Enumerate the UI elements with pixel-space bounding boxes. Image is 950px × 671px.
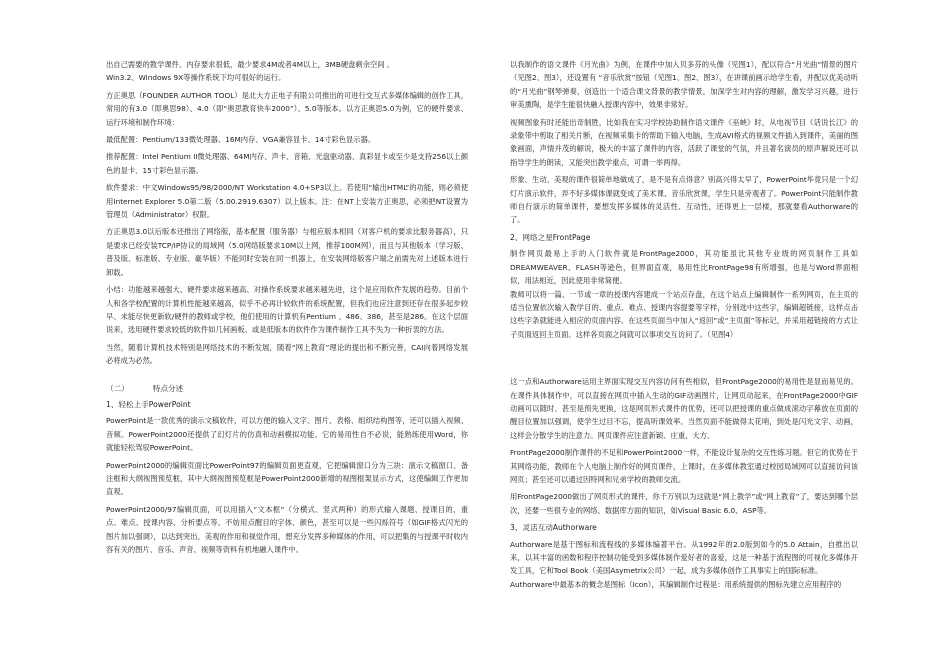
- paragraph: PowerPoint是一款优秀的演示文稿软件，可以方便的输入文字、图片、表格、组织结构图等，还可以插入视频、音频。PowerPoint2000还提供了幻灯片的仿真和动画模拟功能。它的易用性自不必说，能熟练使用Word，你就能轻松驾驭PowerPoint。: [106, 416, 468, 453]
- paragraph: 以我制作的语文课件《月光曲》为例，在课件中加入贝多芬的头像（见图1），配以符合“月光曲”情景的图片（见图2、图3），还设置有 “音乐欣赏”按钮（见图1、图2、图3），在讲课前画示给学生看，并配以优美动听的“月光曲”钢琴弹奏，创造出一个适合课文背景的教学情景，加深学生对内容的理解，激发学习兴趣，进行审美熏陶，是学生能很快融入授课内容中，效果非常好。: [510, 60, 858, 110]
- paragraph: 教师可以将一篇、一节或一章的授课内容建成一个站点存盘，在这个站点上编辑制作一系列网页，在主页的适当位置依次输入教学目的、重点、难点、授课内容提要等字样，分别选中这些字，编辑超链接，这样点击这些字条就能进入相应的页面内容。在这些页面当中加入“返回”或“主页面”等标记，并采用超链接的方式让子页面返回主页面。这样各页面之间就可以事项交互访问了。（见图4）: [510, 289, 858, 339]
- paragraph: 这一点和Authorware运用主界面实现交互内容访问有些相似，但FrontPage2000的易用性是显而易见的。在课件具体制作中，可以直接在网页中插入生动的GIF动画图片，让网页动起来，在FrontPage2000中GIF动画可以随时、甚至是预先更换，这是网页形式课件的优势，还可以把授课的重点做成滚动字幕放在页面的醒目位置加以强调，使学生过目不忘，提高听课效率。当然页面不能做得太花哨，到处是闪光文字、动画，这样会分散学生的注意力。网页课件应注意新颖、庄重、大方。: [510, 377, 858, 440]
- paragraph: 出自己需要的教学课件。内存要求很低，最少要求4M或者4M以上，3MB硬盘剩余空间 。: [106, 60, 395, 69]
- right-column: [510, 58, 858, 595]
- paragraph: 当然，随着计算机技术特别是网络技术的不断发展，随着“网上教育”理论的提出和不断完善，CAI向着网络发展必将成为必然。: [106, 342, 468, 366]
- section-number: （二）: [106, 383, 129, 393]
- subsection-heading: 2、网络之星FrontPage: [510, 232, 591, 242]
- paragraph: 方正奥思（FOUNDER AUTHOR TOOL）是北大方正电子有限公司推出的可进行交互式多媒体编辑的创作工具，常用的有3.0（即奥思98）、4.0（即“奥思教育快车2000”）、5.0等版本。以方正奥思5.0为例，它的硬件要求、运行环境和制作环境：: [106, 90, 468, 127]
- paragraph: 视频图象有时还能出奇制胜，比如我在实习学校协助制作语文课件《巫峡》时，从电视节目《话说长江》的录象带中剪取了相关片断，在视频采集卡的帮助下输入电脑，生成AVI格式的视频文件插入到课件，美丽的图象画面，声情并茂的解说，极大的丰富了课件的内容，活跃了课堂的气氛，并且著名演员的原声解说还可以指导学生的朗读，又能突出教学重点，可谓一举两得。: [510, 117, 858, 167]
- paragraph: PowerPoint2000/97编辑页面，可以用插入“文本框”（分横式、竖式两种）的形式输入课题、授课目的、重点、难点、授课内容、分析要点等。不妨用点醒目的字体、颜色，甚至可以是一些闪烁符号（如GIF格式闪光的图片加以强调），以达到突出、美观的作用和视觉作用，想充分发挥多种媒体的作用，可以把集的与授课平时收内容有关的图片、音乐、声音、视频等资料有机地融入课件中。: [106, 504, 468, 554]
- paragraph: 制作网页最易上手的入门软件就是FrontPage2000，其功能虽比其他专业级的网页制作工具如DREAMWEAVER、FLASH等逊色，但界面直观，易用性比FrontPage98有所增强，也是与Word界面相似，用法相近，因此使用非常简便。: [510, 249, 858, 286]
- paragraph: 用FrontPage2000做出了网页形式的课件，你千万别以为这就是“网上教学”或“网上教育”了，要达到哪个层次，还要一些很专业的网络、数据库方面的知识，如Visual Basic 6.0、ASP等。: [510, 492, 858, 515]
- subsection-heading: 3、灵活互动Authorware: [510, 523, 597, 533]
- paragraph: 形象、生动、美观的课件很简单地做成了，是不是有点得意？别高兴得太早了，PowerPoint毕竟只是一个幻灯片演示软件，弄不好多媒体课就变成了美术课、音乐欣赏课，学生只是旁观者了。PowerPoint只能制作教师自行演示的简单课件，要想发挥多媒体的灵活性、互动性，还得更上一层楼，那就要看Authorware的了。: [510, 175, 858, 225]
- paragraph: Authorware是基于图标和流程线的多媒体编著平台。从1992年的2.0版到如今的5.0 Attain，自推出以来，以其丰富的函数和程序控制功能受到多媒体制作爱好者的喜爱，这是一种基于流程图的可视化多媒体开发工具，它和Tool Book（美国Asymetrix公司）一起，成为多媒体创作工具事实上的国际标准。: [510, 539, 858, 576]
- paragraph: Authorware中最基本的概念是图标（Icon），其编辑制作过程是：用系统提供的图标先建立应用程序的: [510, 579, 842, 589]
- left-column: [106, 58, 468, 560]
- figure-space: [510, 345, 858, 375]
- section-heading: [106, 382, 468, 395]
- paragraph: 方正奥思3.0以后版本还推出了网络版，基本配置（服务器）与相应版本相同（对客户机的要求比服务器高），只是要求已经安装TCP/IP协议的局域网（5.0网络版要求10M以上网，推荐100M网），而且与其他版本（学习版、普及版、标准版、专业版、豪华版）不能同时安装在同一机器上，在安装网络版客户端之前需先对上述版本进行卸载。: [106, 227, 468, 277]
- subsection-heading: 1、轻松上手PowerPoint: [106, 399, 191, 409]
- paragraph: 推荐配置：Intel Pentium II微处理器、64M内存、声卡、音箱、光盘驱动器、真彩显卡或至少是支持256以上颜色的显卡、15寸彩色显示器。: [106, 152, 468, 175]
- section-title: 特点分述: [152, 383, 184, 393]
- paragraph: 最低配置：Pentium/133微处理器、16M内存、VGA兼容显卡、14寸彩色显示器。: [106, 135, 376, 145]
- paragraph: Win3.2、Windows 9X等操作系统下均可很好的运行。: [106, 73, 286, 83]
- paragraph: 软件要求：中文Windows95/98/2000/NT Workstation 4.0+SP3以上。若使用“输出HTML”的功能，则必须使用Internet Explorer 5.0第二版（5.00.2919.6307）以上版本。注：在NT上安装方正奥思，必须把NT设置为管理员（Administrator）权限。: [106, 183, 468, 220]
- paragraph: PowerPoint2000的编辑页面比PowerPoint97的编辑页面更直观，它把编辑窗口分为三块：演示文稿窗口、备注框和大纲视图预览框，其中大纲视图预览框是PowerPoint2000新增的视图框架显示方式，这使编辑工作更加直观。: [106, 460, 468, 497]
- paragraph: FrontPage2000制作课件的不足和PowerPoint2000一样，不能设计复杂的交互性练习题。但它的优势在于其网络功能，教师在个人电脑上制作好的网页课件，上课时，在多媒体教室通过校园局域网可以直接访问该网页；甚至还可以通过因特网和兄弟学校的教师交流。: [510, 448, 858, 484]
- paragraph: 小结：功能越来越强大、硬件要求越来越高、对操作系统要求越来越先进，这个是应用软件发展的趋势。目前个人和各学校配置的计算机性能越来越高，似乎不必再计较软件的系统配置，但我们也应注意到还存在很多起步较早、未能尽快更新软/硬件的教师或学校，他们使用的计算机有Pentium 、486、386，甚至是286。在这个层面说来，选用硬件要求较低的软件如几何画板、或是低版本的软件作为课件制作工具不失为一种折衷的方法。: [106, 285, 468, 335]
